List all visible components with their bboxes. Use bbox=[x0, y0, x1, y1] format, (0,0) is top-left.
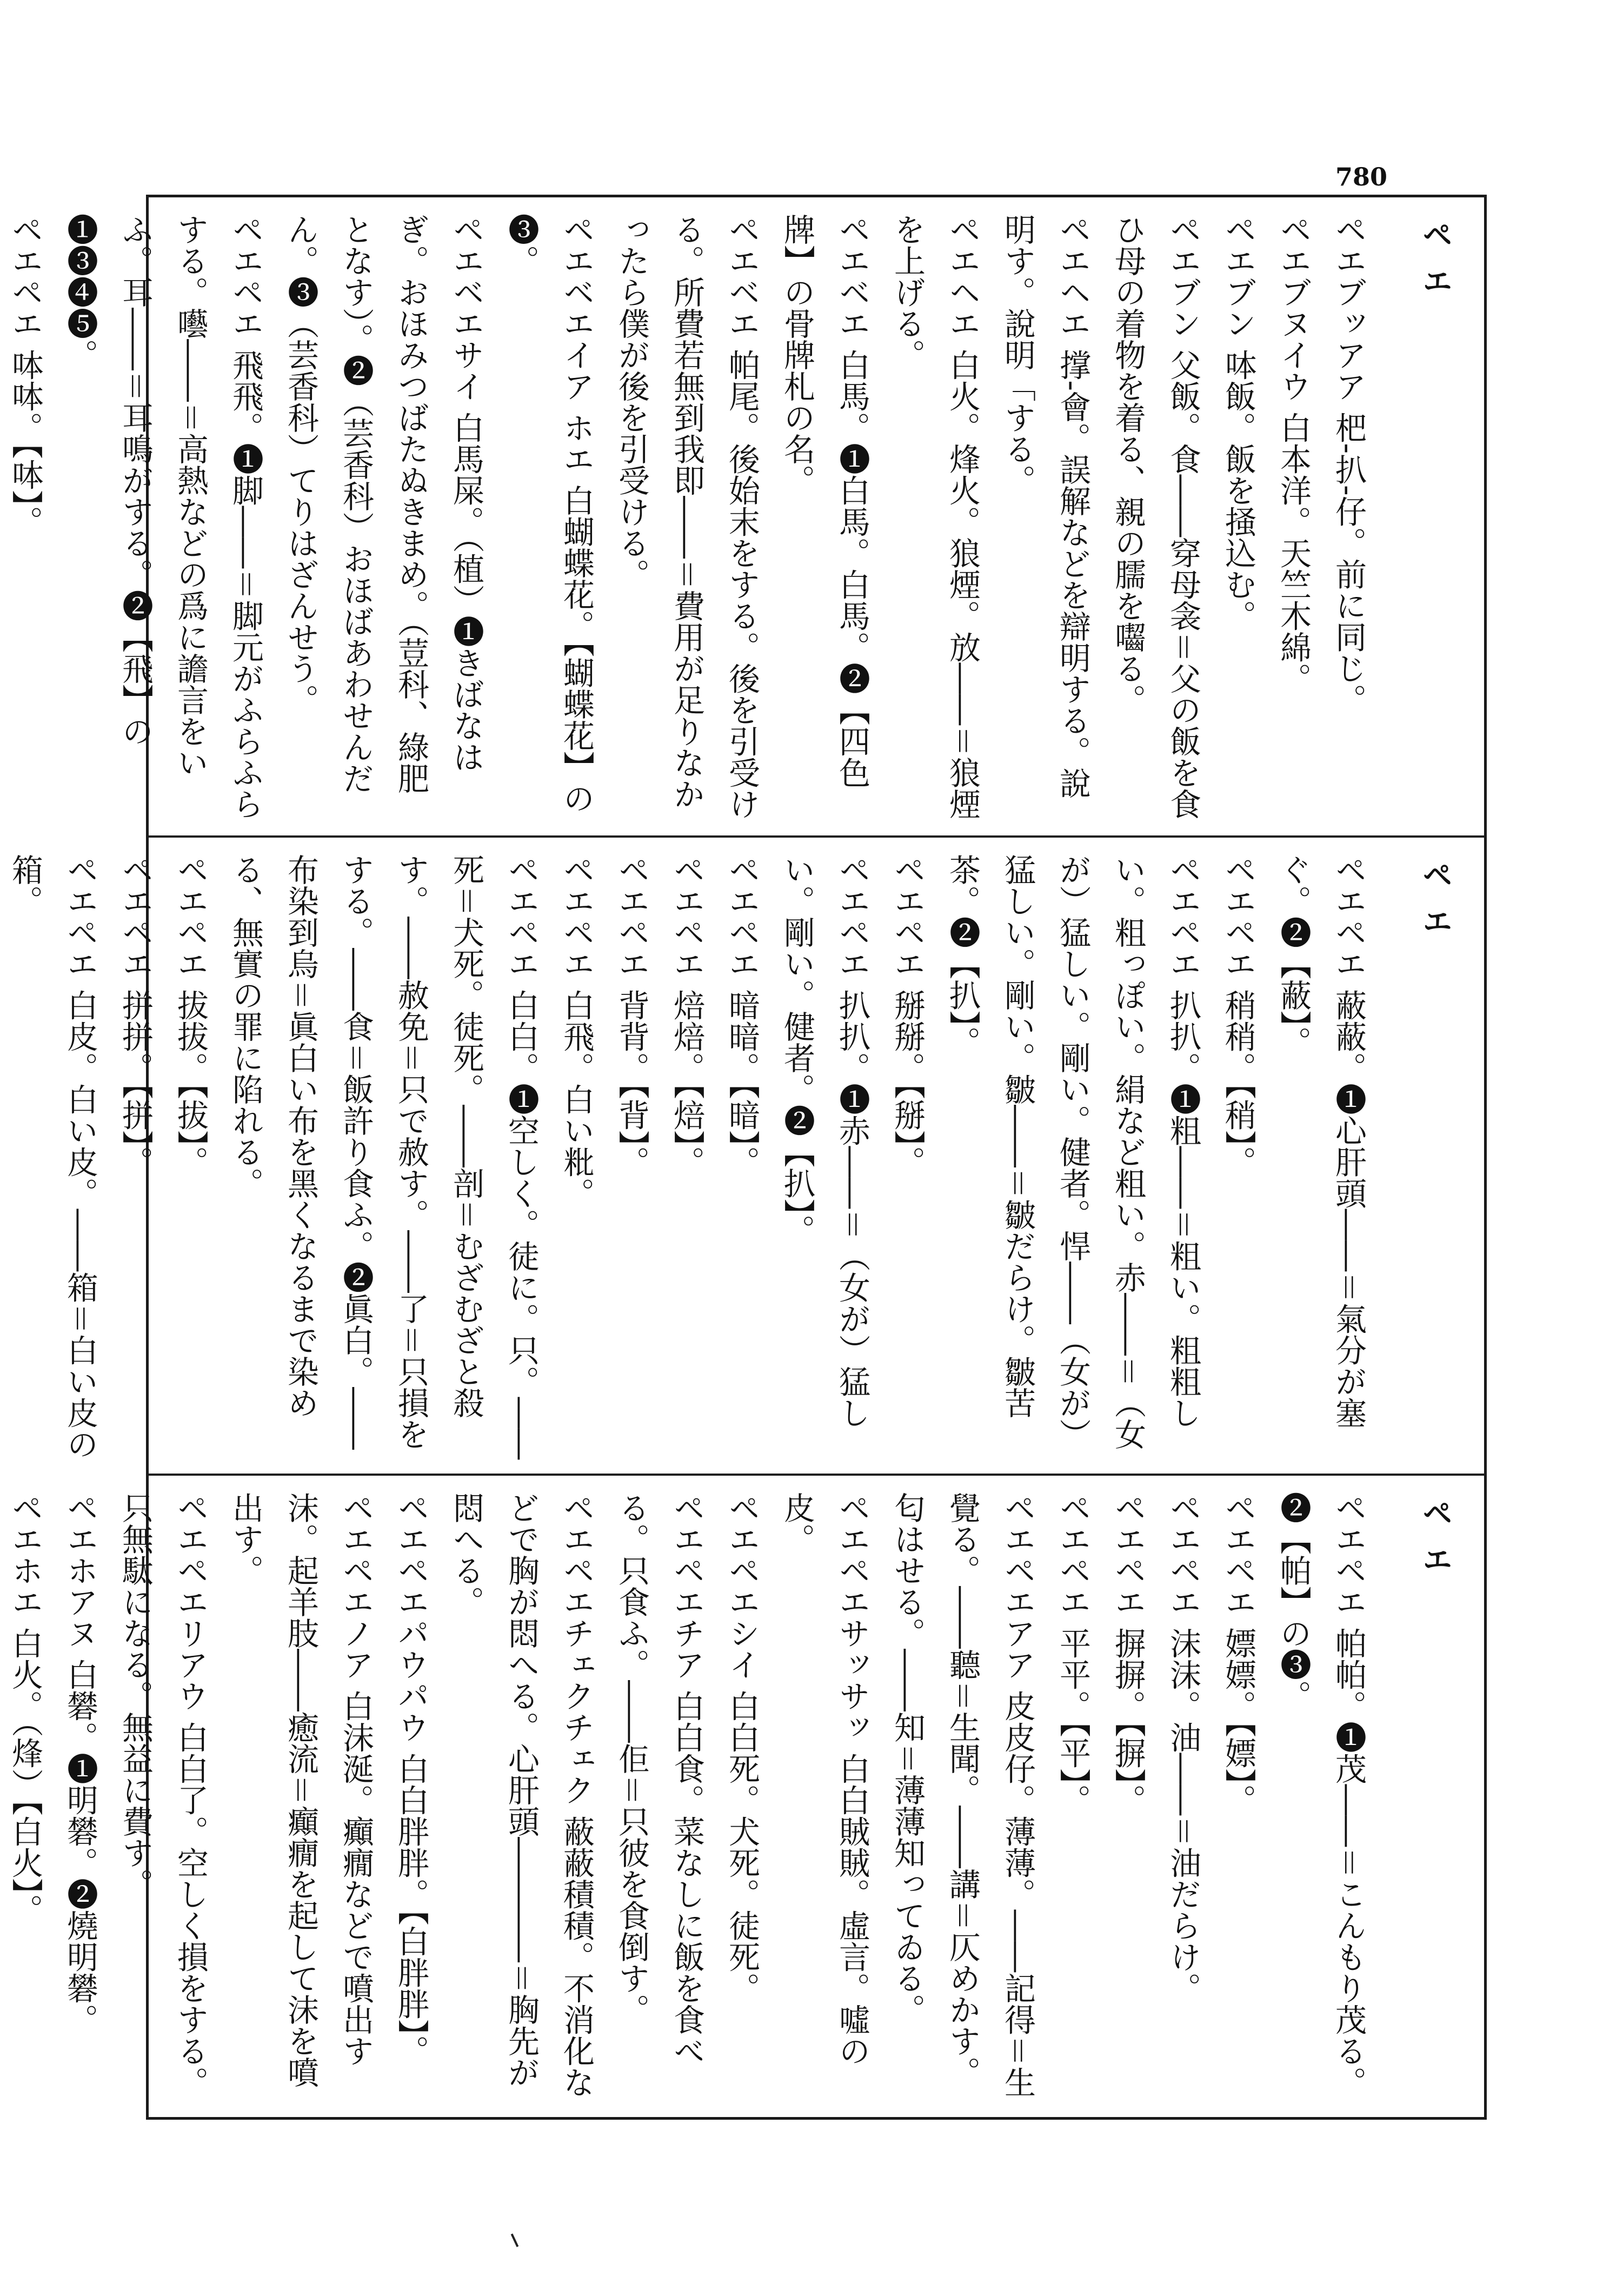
dictionary-entry: ペエペエチェクチェク 蔽蔽積積。不消化などで胸が悶へる。心肝頭――――＝胸先が悶へる。 bbox=[448, 1492, 595, 2098]
dictionary-entry: ペエヘエ 白火。烽火。狼煙。放――＝狼煙を上げる。 bbox=[889, 214, 981, 820]
dictionary-entry: ペエブッアア 杷-扒-仔。前に同じ。 bbox=[1330, 214, 1367, 715]
dictionary-entry: ペエペエ 扒扒。❶粗――＝粗い。粗粗しい。粗っぽい。絹など粗い。赤――＝（女が）猛しい。剛い。健者。悍――（女が）猛しい。剛い。皺――＝皺だらけ。皺苦茶。❷【扒】。 bbox=[944, 854, 1201, 1450]
dictionary-entry: ペエペエパウパウ 白白胖胖。【白胖胖】。 bbox=[393, 1492, 429, 2067]
dictionary-entry: ペエペエリアウ 白白了。空しく損をする。只無駄になる。無益に費す。 bbox=[117, 1492, 209, 2098]
dictionary-entry: ペエベエサイ 白馬屎。（植）❶きばなはぎ。おほみつばたぬきまめ。（荳科、綠肥となす）。❷（芸香科）おほばあわせんだん。❸（芸香科）てりはざんせう。 bbox=[282, 214, 484, 794]
dictionary-entry: ペエペエ 焙焙。【焙】。 bbox=[668, 854, 705, 1178]
dictionary-entry: ペエペエチア 白白食。菜なしに飯を食べる。只食ふ。――佢＝只彼を食倒す。 bbox=[613, 1492, 705, 2067]
entry-column-group bbox=[6, 214, 1376, 822]
dictionary-entry: ペエペエ 扒扒。❶赤――＝（女が）猛しい。剛い。健者。❷【扒】。 bbox=[779, 854, 870, 1429]
dictionary-entry: ペエペエ 暗暗。【暗】。 bbox=[723, 854, 760, 1178]
dictionary-entry: ペエペエサッサッ 白白賊賊。虛言。噓の皮。 bbox=[779, 1492, 870, 2067]
dictionary-entry: ペエベエ 帕尾。後始末をする。後を引受ける。所費若無到我即――＝費用が足りなかったら僕が後を引受ける。 bbox=[613, 214, 760, 820]
dictionary-entry: ペエブン 呠飯。飯を掻込む。 bbox=[1220, 214, 1256, 632]
dictionary-entry: ペエペエノア 白沫涎。癲癇などで噴出す沫。起羊肢――癒流＝癲癇を起して沫を噴出す。 bbox=[227, 1492, 374, 2088]
entry-column-group bbox=[6, 854, 1376, 1460]
dictionary-entry: ペエホアヌ 白礬。❶明礬。❷燒明礬。 bbox=[62, 1492, 98, 2035]
entry-band-top bbox=[6, 197, 1484, 835]
band-heading: ペエ bbox=[1418, 1497, 1453, 1590]
band-heading: ペエ bbox=[1418, 219, 1453, 312]
entry-band-bottom bbox=[6, 1474, 1484, 2117]
dictionary-entry: ペエペエ 拼拼。【拼】。 bbox=[117, 854, 154, 1178]
dictionary-entry: ペエペエ 拔拔。【拔】。 bbox=[172, 854, 209, 1178]
print-mark bbox=[511, 2233, 519, 2247]
entry-band-middle bbox=[6, 835, 1484, 1474]
dictionary-entry: ペエペエ 嫖嫖。【嫖】。 bbox=[1220, 1492, 1256, 1816]
band-heading: ペエ bbox=[1418, 859, 1453, 952]
dictionary-entry: ペエペエ 白白。❶空しく。徒に。只。――死＝犬死。徒死。――剖＝むざむざと殺す。――赦免＝只で赦す。――了＝只損をする。――食＝飯許り食ふ。❷眞白。――布染到烏＝眞白い布を黑くなるまで染める、無實の罪に陷れる。 bbox=[227, 854, 540, 1460]
dictionary-entry: ペエペエアア 皮皮仔。薄薄。――記得＝生覺る。――聽＝生聞。――講＝仄めかす。匂はせる。――知＝薄薄知ってゐる。 bbox=[889, 1492, 1036, 2098]
dictionary-entry: ペエペエ 沫沫。油――＝油だらけ。 bbox=[1165, 1492, 1201, 2004]
dictionary-entry: ペエベエイア ホエ 白蝴蝶花。【蝴蝶花】の❸。 bbox=[503, 214, 595, 814]
dictionary-entry: ペエペエ 白皮。白い皮。――箱＝白い皮の箱。 bbox=[6, 854, 98, 1460]
dictionary-entry: ペエペエ 白飛。白い粃。 bbox=[558, 854, 595, 1209]
entry-column-group bbox=[6, 1492, 1376, 2103]
dictionary-entry: ペエペエ 飛飛。❶脚――＝脚元がふらふらする。囈――＝高熱などの爲に譫言をいふ。耳――＝耳鳴がする。❷【飛】の❶❸❹❺。 bbox=[62, 214, 264, 820]
dictionary-page-frame bbox=[6, 195, 1487, 2120]
dictionary-entry: ペエペエ 背背。【背】。 bbox=[613, 854, 650, 1178]
dictionary-entry: ペエペエ 帕帕。❶茂――＝こんもり茂る。❷【帕】の❸。 bbox=[1275, 1492, 1367, 2098]
dictionary-entry: ペエペエシイ 白白死。犬死。徒死。 bbox=[723, 1492, 760, 2004]
dictionary-entry: ペエペエ 摒摒。【摒】。 bbox=[1109, 1492, 1146, 1816]
dictionary-entry: ペエブヌイウ 白本洋。天竺木綿。 bbox=[1275, 214, 1312, 694]
page-number: 780 bbox=[1335, 162, 1388, 191]
dictionary-entry: ペエペエ 蔽蔽。❶心肝頭――＝氣分が塞ぐ。❷【蔽】。 bbox=[1275, 854, 1367, 1429]
dictionary-entry: ペエペエ 掰掰。【掰】。 bbox=[889, 854, 926, 1178]
dictionary-entry: ペエヘエ 撑-會。誤解などを辯明する。說明す。說明「する。 bbox=[999, 214, 1091, 799]
dictionary-entry: ペエブン 父飯。食――穿母衾＝父の飯を食ひ母の着物を着る、親の臑を囓る。 bbox=[1109, 214, 1201, 820]
dictionary-entry: ペエベエ 白馬。❶白馬。白馬。❷【四色牌】の骨牌札の名。 bbox=[779, 214, 870, 788]
dictionary-entry: ペエホエ 白火。（烽）【白火】。 bbox=[6, 1492, 43, 1926]
dictionary-entry: ペエペエ 呠呠。【呠】。 bbox=[6, 214, 43, 537]
dictionary-entry: ペエペエ 平平。【平】。 bbox=[1054, 1492, 1091, 1816]
dictionary-entry: ペエペエ 稍稍。【稍】。 bbox=[1220, 854, 1256, 1178]
